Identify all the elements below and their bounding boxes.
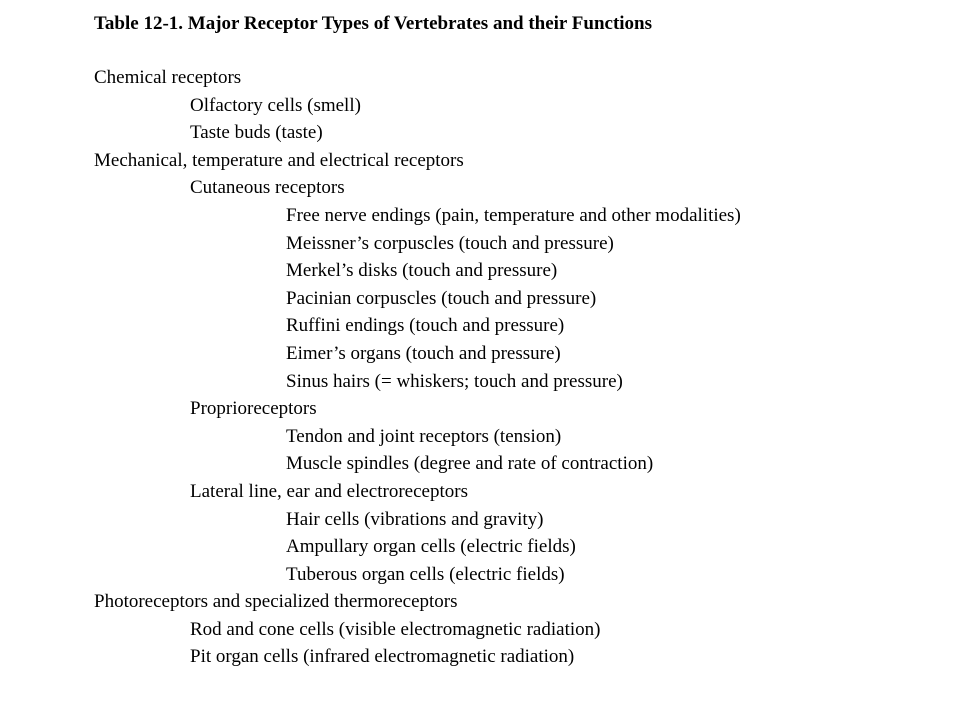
receptor-olfactory-cells: Olfactory cells (smell) xyxy=(190,94,361,116)
receptor-ampullary-organ-cells: Ampullary organ cells (electric fields) xyxy=(286,536,576,558)
receptor-muscle-spindles: Muscle spindles (degree and rate of contraction) xyxy=(286,453,654,475)
subcategory-cutaneous-receptors: Cutaneous receptors xyxy=(190,177,345,199)
receptor-taste-buds: Taste buds (taste) xyxy=(190,122,323,144)
document-page xyxy=(94,10,934,671)
subcategory-proprioreceptors: Proprioreceptors xyxy=(190,398,317,420)
receptor-free-nerve-endings: Free nerve endings (pain, temperature and other modalities) xyxy=(286,204,741,226)
receptor-tuberous-organ-cells: Tuberous organ cells (electric fields) xyxy=(286,563,565,585)
receptor-ruffini-endings: Ruffini endings (touch and pressure) xyxy=(286,315,565,337)
receptor-pit-organ-cells: Pit organ cells (infrared electromagnetic radiation) xyxy=(190,646,575,668)
category-mechanical-receptors: Mechanical, temperature and electrical receptors xyxy=(94,149,464,171)
receptor-hair-cells: Hair cells (vibrations and gravity) xyxy=(286,508,544,530)
table-title: Table 12-1. Major Receptor Types of Vertebrates and their Functions xyxy=(94,13,653,34)
receptor-tendon-joint: Tendon and joint receptors (tension) xyxy=(286,425,562,447)
receptor-sinus-hairs: Sinus hairs (= whiskers; touch and pressure) xyxy=(286,370,623,392)
category-photoreceptors: Photoreceptors and specialized thermoreceptors xyxy=(94,591,458,613)
receptor-rod-cone-cells: Rod and cone cells (visible electromagnetic radiation) xyxy=(190,618,601,640)
category-chemical-receptors: Chemical receptors xyxy=(94,67,242,88)
receptor-meissners-corpuscles: Meissner’s corpuscles (touch and pressure) xyxy=(286,232,614,254)
receptor-eimers-organs: Eimer’s organs (touch and pressure) xyxy=(286,342,561,364)
subcategory-lateral-line-ear: Lateral line, ear and electroreceptors xyxy=(190,480,468,502)
receptor-pacinian-corpuscles: Pacinian corpuscles (touch and pressure) xyxy=(286,287,597,309)
receptor-merkels-disks: Merkel’s disks (touch and pressure) xyxy=(286,260,558,282)
